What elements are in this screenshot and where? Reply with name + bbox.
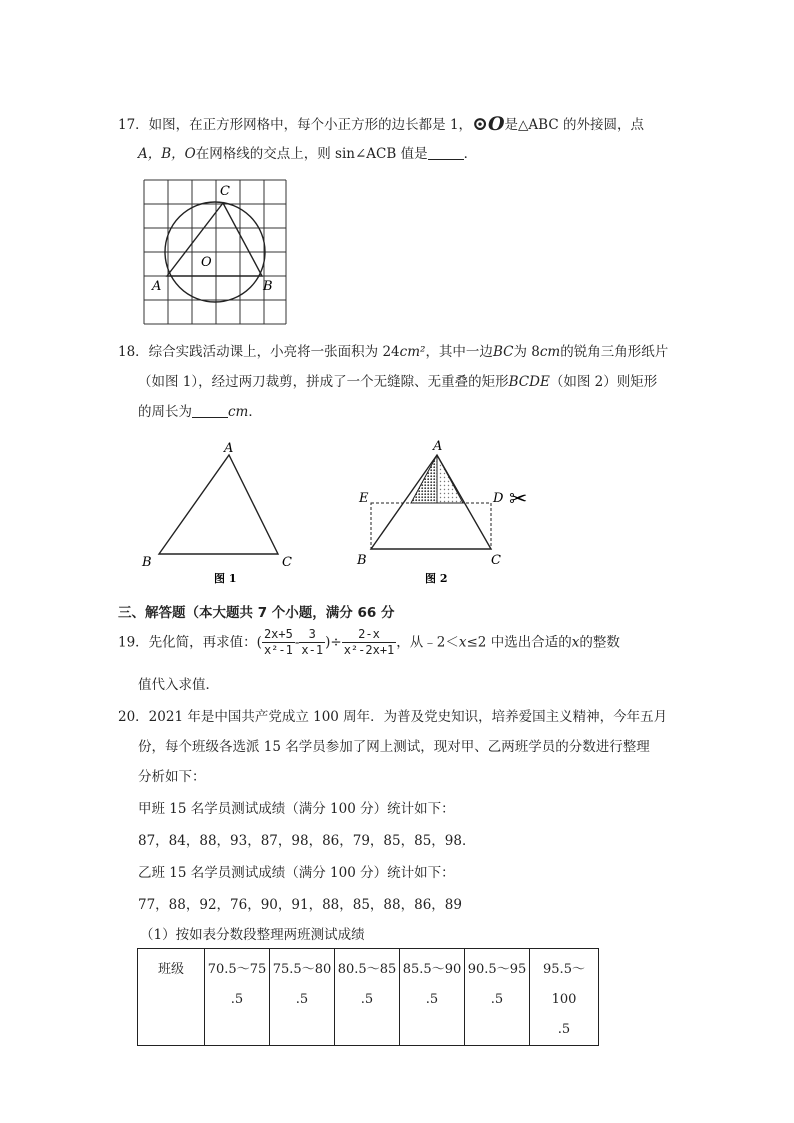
table-header-class: 班级 [138, 949, 205, 1046]
q17-line1-tail: 是△ABC 的外接圆，点 [504, 117, 644, 133]
q17-period: ． [463, 146, 478, 162]
q18-line2-b: （如图 2）则矩形 [549, 374, 658, 390]
q18-rect-name: BCDE [508, 374, 550, 390]
q18-figure1 [138, 438, 303, 586]
fig1-caption: 图 1 [214, 572, 237, 585]
q19-frac2-den: x-1 [301, 643, 324, 657]
table-cell-range [400, 949, 465, 1046]
fig2-label-c: C [491, 553, 501, 568]
q19-fraction-3 [342, 627, 397, 658]
range-3-top: 80.5～85 [337, 962, 397, 977]
fig2-label-d: D [493, 491, 504, 506]
q18-bc: BC [492, 344, 514, 360]
q19-frac1-den: x²-1 [263, 643, 293, 657]
q20-classA-title: 甲班 15 名学员测试成绩（满分 100 分）统计如下： [138, 801, 455, 817]
q18-line3-a: 的周长为 [138, 404, 192, 420]
q19-minus: - [294, 634, 300, 651]
scissors-icon: ✂ [509, 487, 528, 512]
range-4-bottom: .5 [425, 992, 439, 1007]
label-c: C [220, 184, 230, 199]
fig2-label-b: B [357, 553, 367, 568]
q18-period: ． [248, 404, 262, 420]
q19-divide: )÷ [325, 634, 342, 651]
q18-text-a: 18．综合实践活动课上，小亮将一张面积为 24 [118, 344, 400, 360]
label-o: O [201, 255, 212, 270]
q19-line2: 值代入求值． [138, 677, 219, 693]
q20-part1: （1）按如表分数段整理两班测试成绩 [140, 927, 365, 943]
q19-frac2-num: 3 [299, 627, 325, 643]
q17-answer-blank [428, 145, 464, 160]
fig2-label-a: A [433, 439, 443, 454]
q18-answer-blank [192, 403, 228, 418]
q19-tail-c: 的整数 [579, 634, 620, 651]
fig1-label-a: A [224, 441, 234, 456]
fig1-label-b: B [142, 555, 152, 570]
fig2-rectangle-bcde [371, 503, 491, 549]
table-cell-range [465, 949, 530, 1046]
q19-tail [396, 635, 620, 651]
q20-line2: 份，每个班级各选派 15 名学员参加了网上测试，现对甲、乙两班学员的分数进行整理 [138, 739, 650, 755]
q17-line2-text: 在网格线的交点上，则 sin∠ACB 值是 [195, 146, 428, 162]
q19-frac3-den: x²-2x+1 [343, 643, 395, 657]
table-cell-range [530, 949, 599, 1046]
q19-tail-a: ，从﹣2＜ [396, 634, 459, 651]
fig2-cut-left [411, 455, 437, 503]
range-1-bottom: .5 [230, 992, 244, 1007]
q19-fraction-1 [262, 627, 295, 658]
circle-o-symbol: ⊙O [472, 113, 505, 135]
q20-line1: 20．2021 年是中国共产党成立 100 周年．为普及党史知识，培养爱国主义精神，今年五月 [118, 709, 668, 725]
q19-frac1-num: 2x+5 [263, 627, 293, 641]
fig2-caption: 图 2 [425, 572, 448, 585]
q19-prefix: 19．先化简，再求值：( [118, 634, 262, 651]
q18-figure2 [355, 436, 545, 586]
range-6-bottom: .5 [557, 1022, 571, 1037]
q17-line1-text: 17．如图，在正方形网格中，每个小正方形的边长都是 1， [118, 117, 473, 133]
range-4-top: 85.5～90 [402, 962, 462, 977]
range-1-top: 70.5～75 [207, 962, 267, 977]
q19-tail-b: ≤2 中选出合适的 [466, 634, 572, 651]
q20-classA-scores: 87，84，88，93，87，98，86，79，85，85，98． [138, 833, 476, 849]
fig1-triangle [159, 455, 278, 554]
q19-var-x2: x [571, 634, 580, 651]
q20-score-table [137, 948, 599, 1046]
q19-fraction-2 [299, 627, 325, 658]
range-5-top: 90.5～95 [467, 962, 527, 977]
q19-var-x1: x [458, 634, 467, 651]
q18-unit-len: cm [539, 344, 561, 360]
q20-classB-title: 乙班 15 名学员测试成绩（满分 100 分）统计如下： [138, 865, 455, 881]
range-5-bottom: .5 [490, 992, 504, 1007]
q18-line1 [118, 343, 668, 361]
q17-points: A，B，O [138, 146, 196, 162]
fig1-label-c: C [282, 555, 292, 570]
range-6-top: 95.5～100 [543, 962, 585, 1007]
q18-text-c: 为 8 [513, 344, 540, 360]
q18-text-d: 的锐角三角形纸片 [560, 344, 669, 360]
q18-unit-area: cm² [399, 344, 426, 360]
range-2-top: 75.5～80 [272, 962, 332, 977]
q17-grid-figure [140, 176, 290, 328]
section3-heading: 三、解答题（本大题共 7 个小题，满分 66 分 [118, 605, 395, 621]
table-row [138, 949, 599, 1046]
q18-line2-a: （如图 1），经过两刀裁剪，拼成了一个无缝隙、无重叠的矩形 [138, 374, 509, 390]
table-cell-range [205, 949, 270, 1046]
q20-classB-scores: 77，88，92，76，90，91，88，85，88，86，89 [138, 897, 462, 913]
q19-frac3-num: 2-x [342, 627, 397, 643]
range-3-bottom: .5 [360, 992, 374, 1007]
table-cell-range [270, 949, 335, 1046]
q20-line3: 分析如下： [138, 769, 206, 785]
table-cell-range [335, 949, 400, 1046]
range-2-bottom: .5 [295, 992, 309, 1007]
q17-line2 [138, 145, 477, 163]
label-b: B [263, 279, 273, 294]
q17-line1 [118, 115, 644, 134]
q18-text-b: ，其中一边 [425, 344, 493, 360]
q18-line3-unit: cm [228, 404, 249, 420]
q19-line1 [118, 624, 620, 661]
q18-line3 [138, 403, 262, 421]
q18-line2 [138, 373, 657, 391]
fig2-label-e: E [359, 491, 369, 506]
label-a: A [152, 279, 162, 294]
